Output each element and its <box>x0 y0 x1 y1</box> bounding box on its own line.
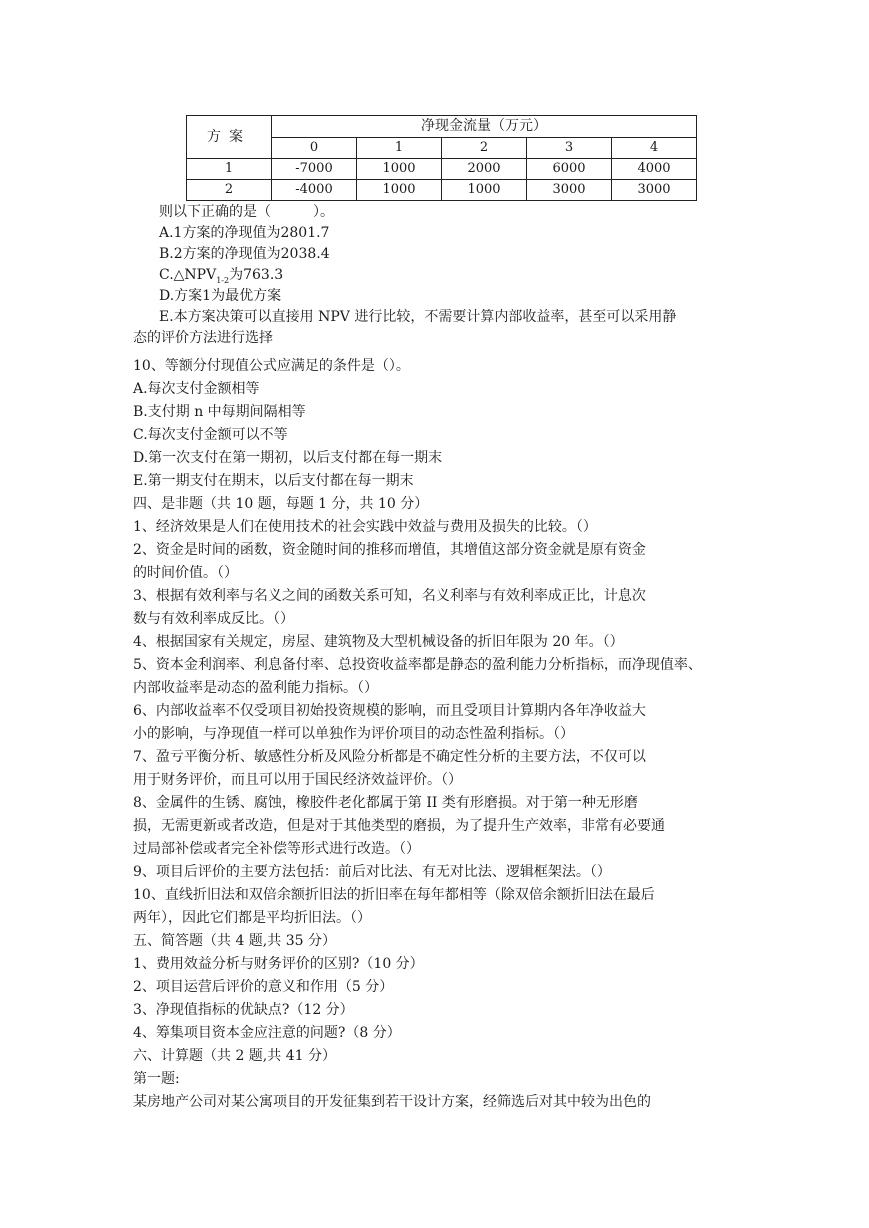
text-line: 内部收益率是动态的盈利能力指标。（） <box>133 680 378 696</box>
text-line: 的时间价值。（） <box>133 565 238 581</box>
value-cell: -4000 <box>272 180 357 201</box>
option-d: D.方案1为最优方案 <box>159 288 282 304</box>
text-line: 用于财务评价，而且可以用于国民经济效益评价。（） <box>133 772 462 788</box>
period-cell: 0 <box>272 137 357 159</box>
value-cell: 6000 <box>527 159 612 180</box>
cash-flow-table <box>186 115 697 201</box>
text-line: 10、等额分付现值公式应满足的条件是（）。 <box>133 358 410 374</box>
value-cell: 2000 <box>442 159 527 180</box>
text-line: 第一题: <box>133 1071 180 1087</box>
text-line: 损，无需更新或者改造，但是对于其他类型的磨损，为了提升生产效率，非常有必要通 <box>133 818 665 834</box>
section-heading: 四、是非题（共 10 题，每题 1 分，共 10 分） <box>133 496 429 512</box>
value-cell: 1000 <box>357 180 442 201</box>
text-line: 1、经济效果是人们在使用技术的社会实践中效益与费用及损失的比较。（） <box>133 519 597 535</box>
text-line: 小的影响，与净现值一样可以单独作为评价项目的动态性盈利指标。（） <box>133 726 574 742</box>
text-line: C.每次支付金额可以不等 <box>133 427 288 443</box>
text-line: 2、资金是时间的函数，资金随时间的推移而增值，其增值这部分资金就是原有资金 <box>133 542 646 558</box>
option-c-suffix: 为763.3 <box>229 267 284 283</box>
text-line: 3、根据有效利率与名义之间的函数关系可知，名义利率与有效利率成正比，计息次 <box>133 588 646 604</box>
section-heading: 五、简答题（共 4 题,共 35 分） <box>133 933 336 949</box>
text-line: 1、费用效益分析与财务评价的区别?（10 分） <box>133 956 424 972</box>
text-line: A.每次支付金额相等 <box>133 381 260 397</box>
text-line: 7、盈亏平衡分析、敏感性分析及风险分析都是不确定性分析的主要方法，不仅可以 <box>133 749 646 765</box>
plan-cell: 2 <box>187 180 272 201</box>
value-cell: -7000 <box>272 159 357 180</box>
text-line: 9、项目后评价的主要方法包括：前后对比法、有无对比法、逻辑框架法。（） <box>133 864 611 880</box>
text-line: 6、内部收益率不仅受项目初始投资规模的影响，而且受项目计算期内各年净收益大 <box>133 703 646 719</box>
text-line: 2、项目运营后评价的意义和作用（5 分） <box>133 979 394 995</box>
period-cell: 2 <box>442 137 527 159</box>
table-header-row <box>187 116 697 138</box>
option-a: A.1方案的净现值为2801.7 <box>159 225 330 241</box>
plan-cell: 1 <box>187 159 272 180</box>
option-c-prefix: C.△NPV <box>159 267 217 283</box>
table-row <box>187 159 697 180</box>
text-line: 10、直线折旧法和双倍余额折旧法的折旧率在每年都相等（除双倍余额折旧法在最后 <box>133 887 655 903</box>
text-line: B.支付期 n 中每期间隔相等 <box>133 404 306 420</box>
option-e-line2: 态的评价方法进行选择 <box>133 330 273 346</box>
table-title: 净现金流量（万元） <box>272 116 697 138</box>
table-row <box>187 180 697 201</box>
option-b: B.2方案的净现值为2038.4 <box>159 246 330 262</box>
question-stem: 则以下正确的是（ ）。 <box>159 204 334 220</box>
period-cell: 1 <box>357 137 442 159</box>
text-line: 某房地产公司对某公寓项目的开发征集到若干设计方案，经筛选后对其中较为出色的 <box>133 1094 651 1110</box>
text-line: 两年），因此它们都是平均折旧法。（） <box>133 910 371 926</box>
value-cell: 3000 <box>612 180 697 201</box>
option-c-subscript: 1-2 <box>216 275 230 285</box>
period-cell: 4 <box>612 137 697 159</box>
value-cell: 4000 <box>612 159 697 180</box>
text-line: 3、净现值指标的优缺点?（12 分） <box>133 1002 354 1018</box>
period-cell: 3 <box>527 137 612 159</box>
value-cell: 1000 <box>357 159 442 180</box>
text-line: 4、根据国家有关规定，房屋、建筑物及大型机械设备的折旧年限为 20 年。（） <box>133 634 624 650</box>
text-line: 8、金属件的生锈、腐蚀，橡胶件老化都属于第 II 类有形磨损。对于第一种无形磨 <box>133 795 638 811</box>
text-line: 数与有效利率成反比。（） <box>133 611 294 627</box>
text-line: 5、资本金利润率、利息备付率、总投资收益率都是静态的盈利能力分析指标，而净现值率、 <box>133 657 702 673</box>
plan-header: 方案 <box>187 116 272 159</box>
text-line: E.第一期支付在期末，以后支付都在每一期末 <box>133 473 414 489</box>
option-e-line1: E.本方案决策可以直接用 NPV 进行比较，不需要计算内部收益率，甚至可以采用静 <box>159 309 677 325</box>
text-line: D.第一次支付在第一期初，以后支付都在每一期末 <box>133 450 443 466</box>
text-line: 4、筹集项目资本金应注意的问题?（8 分） <box>133 1025 401 1041</box>
value-cell: 1000 <box>442 180 527 201</box>
section-heading: 六、计算题（共 2 题,共 41 分） <box>133 1048 336 1064</box>
value-cell: 3000 <box>527 180 612 201</box>
text-line: 过局部补偿或者完全补偿等形式进行改造。（） <box>133 841 420 857</box>
